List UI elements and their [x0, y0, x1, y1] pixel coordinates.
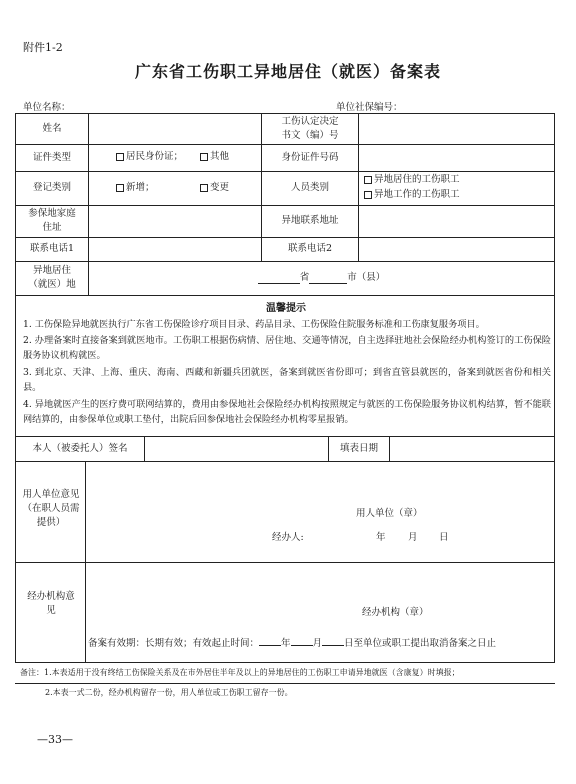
id-number-field[interactable]	[359, 144, 554, 171]
option-label: 居民身份证；	[126, 151, 184, 162]
checkbox[interactable]	[364, 191, 372, 199]
checkbox[interactable]	[364, 176, 372, 184]
row-divider	[16, 295, 554, 296]
phone-2-field[interactable]	[359, 237, 554, 261]
fill-date-field[interactable]	[390, 436, 554, 461]
signature-field[interactable]	[145, 436, 328, 461]
signature-label: 本人（被委托人）签名	[32, 442, 128, 454]
column-divider	[85, 461, 86, 663]
province-blank[interactable]	[258, 273, 300, 284]
city-blank[interactable]	[309, 273, 347, 284]
employer-year-label: 年	[376, 532, 386, 543]
option-label: 新增；	[126, 182, 155, 193]
name-label: 姓名	[42, 123, 62, 134]
option-label: 其他	[210, 151, 230, 162]
certificate-option-id-card[interactable]	[116, 150, 183, 164]
name-field[interactable]	[89, 114, 261, 144]
home-address-label: 参保地家庭住址	[28, 208, 76, 233]
registration-option-new[interactable]	[116, 181, 155, 195]
checkbox[interactable]	[116, 184, 124, 192]
person-option-remote-work[interactable]	[364, 188, 460, 202]
phone-1-label: 联系电话1	[29, 243, 75, 254]
remote-address-field[interactable]	[359, 205, 554, 237]
tip-item: 4. 异地就医产生的医疗费可联网结算的，费用由参保地社会保险经办机构按照规定与就医的工伤保险服务协议机构结算，暂不能联网结算的，由参保单位或职工垫付，出院后回参保地社会保险经办机构零星报销。	[23, 399, 551, 425]
home-address-field[interactable]	[89, 205, 261, 237]
injury-decision-number-field[interactable]	[359, 114, 554, 144]
option-label: 变更	[210, 182, 230, 193]
unit-name-label: 单位名称：	[23, 102, 71, 113]
checkbox[interactable]	[200, 184, 208, 192]
registration-form	[15, 113, 555, 663]
form-title: 广东省工伤职工异地居住（就医）备案表	[134, 62, 441, 81]
tip-item: 1. 工伤保险异地就医执行广东省工伤保险诊疗项目目录、药品目录、工伤保险住院服务标准和工伤康复服务项目。	[23, 319, 485, 330]
validity-period	[88, 635, 496, 649]
certificate-option-other[interactable]	[200, 150, 229, 164]
person-option-remote-residence[interactable]	[364, 173, 460, 187]
tips-title: 温馨提示	[266, 303, 306, 314]
person-type-label: 人员类别	[290, 182, 329, 193]
province-suffix: 省	[299, 272, 310, 283]
fill-date-label: 填表日期	[339, 442, 378, 454]
row-divider	[16, 461, 554, 462]
tip-item: 3. 到北京、天津、上海、重庆、海南、西藏和新疆兵团就医，备案到就医省份即可；到省直管县就医的，备案到就医省份和相关县。	[23, 367, 551, 393]
employer-month-label: 月	[408, 532, 418, 543]
unit-social-security-number-label: 单位社保编号：	[336, 102, 403, 113]
phone-1-field[interactable]	[89, 237, 261, 261]
remote-place-field[interactable]	[89, 261, 554, 295]
page-number: —33—	[37, 733, 73, 746]
note-line-2: 2.本表一式二份，经办机构留存一份，用人单位或工伤职工留存一份。	[45, 688, 293, 697]
checkbox[interactable]	[200, 153, 208, 161]
employer-seal-label: 用人单位（章）	[356, 508, 423, 519]
validity-month-blank[interactable]	[291, 635, 313, 646]
annex-label: 附件1-2	[23, 41, 63, 54]
agency-seal-label: 经办机构（章）	[362, 607, 429, 618]
phone-2-label: 联系电话2	[287, 243, 333, 254]
registration-option-change[interactable]	[200, 181, 229, 195]
notes-divider	[15, 683, 555, 684]
validity-year-label: 年	[281, 638, 291, 649]
tip-item: 2. 办理备案时直接备案到就医地市。工伤职工根据伤病情、居住地、交通等情况，自主选择驻地社会保险经办机构签订的工伤保险服务协议机构就医。	[23, 335, 551, 361]
registration-type-label: 登记类别	[32, 182, 71, 193]
remote-place-label: 异地居住（就医）地	[28, 265, 76, 290]
id-number-label: 身份证件号码	[281, 151, 339, 163]
employer-day-label: 日	[439, 532, 449, 543]
option-label: 异地居住的工伤职工	[374, 174, 460, 185]
agency-opinion-label: 经办机构意见	[27, 591, 75, 616]
city-suffix: 市（县）	[347, 272, 386, 283]
validity-year-blank[interactable]	[259, 635, 281, 646]
row-divider	[16, 562, 554, 563]
employer-opinion-label: 用人单位意见（在职人员需提供）	[22, 489, 80, 528]
validity-month-label: 月	[312, 638, 323, 649]
validity-prefix: 备案有效期：长期有效；有效起止时间：	[88, 638, 260, 649]
validity-day-blank[interactable]	[322, 635, 344, 646]
employer-handler-label: 经办人:	[272, 532, 304, 543]
injury-decision-number-label: 工伤认定决定书文（编）号	[281, 116, 339, 141]
note-line-1: 备注：1.本表适用于没有终结工伤保险关系及在市外居住半年及以上的异地居住的工伤职工申请异地就医（含康复）时填报；	[20, 668, 460, 677]
option-label: 异地工作的工伤职工	[374, 189, 460, 200]
validity-suffix: 日至单位或职工提出取消备案之日止	[344, 638, 497, 649]
certificate-type-label: 证件类型	[32, 151, 71, 163]
remote-address-label: 异地联系地址	[281, 215, 339, 226]
checkbox[interactable]	[116, 153, 124, 161]
